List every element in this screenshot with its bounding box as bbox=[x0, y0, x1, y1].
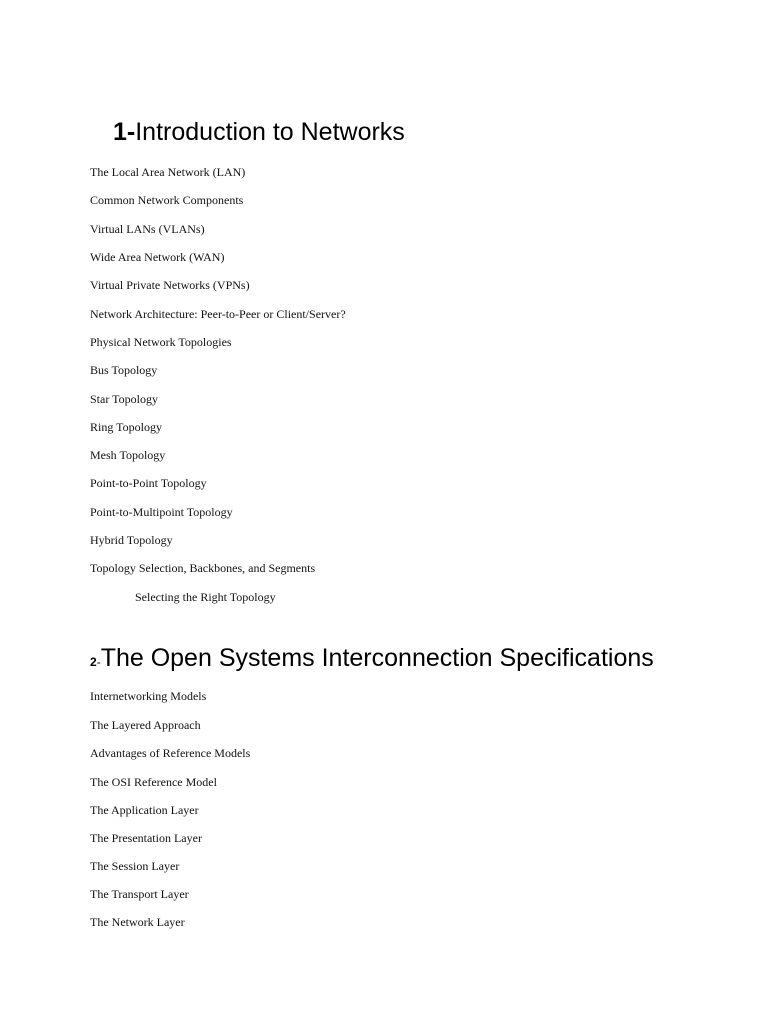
toc-item: Ring Topology bbox=[90, 420, 162, 434]
section-heading-1 bbox=[113, 118, 405, 147]
toc-item: Advantages of Reference Models bbox=[90, 746, 251, 760]
toc-item: Hybrid Topology bbox=[90, 533, 173, 547]
toc-item: Virtual Private Networks (VPNs) bbox=[90, 278, 250, 292]
section-number: 2 bbox=[90, 655, 97, 669]
toc-subitem: Selecting the Right Topology bbox=[135, 590, 276, 604]
section-heading-2 bbox=[90, 644, 654, 673]
section-number-dash: - bbox=[96, 655, 101, 669]
toc-item: Star Topology bbox=[90, 392, 158, 406]
toc-item: Internetworking Models bbox=[90, 689, 207, 703]
section-title: The Open Systems Interconnection Specifications bbox=[100, 644, 654, 672]
toc-item: Point-to-Point Topology bbox=[90, 476, 207, 490]
toc-item: Mesh Topology bbox=[90, 448, 166, 462]
toc-item: The Layered Approach bbox=[90, 718, 201, 732]
toc-item: Common Network Components bbox=[90, 193, 244, 207]
toc-item: Virtual LANs (VLANs) bbox=[90, 222, 205, 236]
toc-item: The Local Area Network (LAN) bbox=[90, 165, 246, 179]
toc-item: The OSI Reference Model bbox=[90, 775, 217, 789]
toc-item: Physical Network Topologies bbox=[90, 335, 232, 349]
toc-item: The Transport Layer bbox=[90, 887, 189, 901]
toc-item: The Application Layer bbox=[90, 803, 199, 817]
section-number: 1- bbox=[113, 118, 136, 146]
toc-item: The Presentation Layer bbox=[90, 831, 202, 845]
toc-item: Topology Selection, Backbones, and Segments bbox=[90, 561, 316, 575]
toc-item: Network Architecture: Peer-to-Peer or Client/Server? bbox=[90, 307, 346, 321]
toc-item: Point-to-Multipoint Topology bbox=[90, 505, 233, 519]
toc-item: The Network Layer bbox=[90, 915, 185, 929]
toc-item: Wide Area Network (WAN) bbox=[90, 250, 225, 264]
toc-item: The Session Layer bbox=[90, 859, 180, 873]
section-title: Introduction to Networks bbox=[135, 118, 405, 146]
toc-item: Bus Topology bbox=[90, 363, 158, 377]
